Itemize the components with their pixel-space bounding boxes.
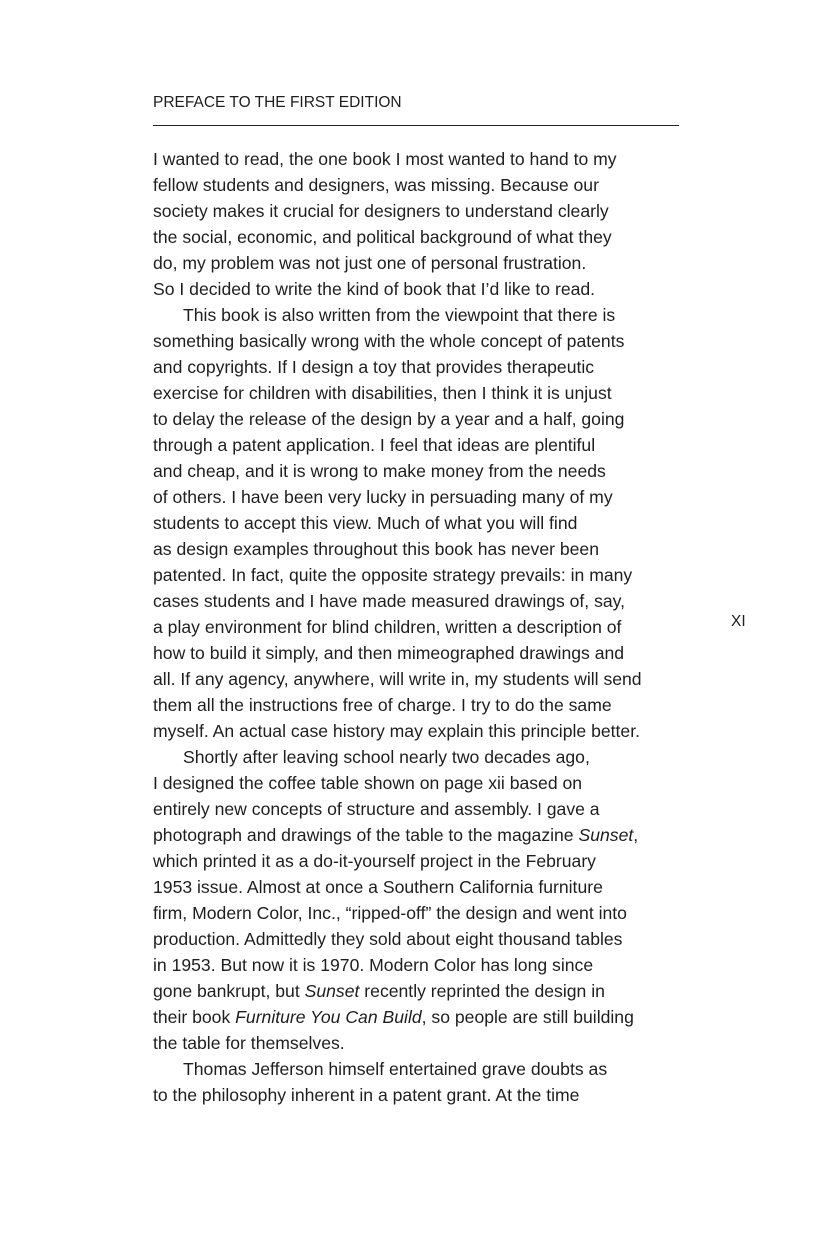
text-line — [153, 744, 693, 770]
text-line — [153, 978, 693, 1004]
text-line — [153, 926, 693, 952]
text-segment: in 1953. But now it is 1970. Modern Color has long since — [153, 955, 594, 975]
text-line — [153, 354, 693, 380]
text-line — [153, 432, 693, 458]
text-segment: society makes it crucial for designers to understand clearly — [153, 201, 609, 221]
text-line — [153, 276, 693, 302]
text-segment: through a patent application. I feel that ideas are plentiful — [153, 435, 596, 455]
text-segment: the social, economic, and political background of what they — [153, 227, 612, 247]
text-segment: do, my problem was not just one of personal frustration. — [153, 253, 587, 273]
text-segment: patented. In fact, quite the opposite strategy prevails: in many — [153, 565, 633, 585]
text-segment: as design examples throughout this book has never been — [153, 539, 600, 559]
text-segment: which printed it as a do-it-yourself project in the February — [153, 851, 596, 871]
text-segment: Shortly after leaving school nearly two decades ago, — [183, 747, 590, 767]
text-line — [153, 562, 693, 588]
text-segment: and copyrights. If I design a toy that provides therapeutic — [153, 357, 595, 377]
text-line — [153, 692, 693, 718]
text-line — [153, 640, 693, 666]
text-segment: cases students and I have made measured drawings of, say, — [153, 591, 626, 611]
text-segment: Thomas Jefferson himself entertained grave doubts as — [183, 1059, 608, 1079]
text-line — [153, 536, 693, 562]
text-line — [153, 666, 693, 692]
text-segment: recently reprinted the design in — [359, 981, 605, 1001]
text-segment: entirely new concepts of structure and assembly. I gave a — [153, 799, 600, 819]
text-segment: them all the instructions free of charge. I try to do the same — [153, 695, 612, 715]
text-segment: a play environment for blind children, written a description of — [153, 617, 622, 637]
text-segment: photograph and drawings of the table to the magazine — [153, 825, 579, 845]
text-segment: of others. I have been very lucky in persuading many of my — [153, 487, 613, 507]
text-segment: to delay the release of the design by a year and a half, going — [153, 409, 625, 429]
text-line — [153, 224, 693, 250]
text-segment: 1953 issue. Almost at once a Southern California furniture — [153, 877, 603, 897]
text-line — [153, 588, 693, 614]
text-segment: all. If any agency, anywhere, will write in, my students will send — [153, 669, 642, 689]
text-segment: something basically wrong with the whole concept of patents — [153, 331, 625, 351]
body-text — [153, 146, 693, 1108]
text-segment: the table for themselves. — [153, 1033, 345, 1053]
text-line — [153, 198, 693, 224]
text-segment: , so people are still building — [421, 1007, 634, 1027]
text-line — [153, 1004, 693, 1030]
text-segment: This book is also written from the viewpoint that there is — [183, 305, 616, 325]
text-line — [153, 614, 693, 640]
text-segment: I designed the coffee table shown on page xii based on — [153, 773, 583, 793]
text-segment: their book — [153, 1007, 236, 1027]
text-line — [153, 796, 693, 822]
text-line — [153, 822, 693, 848]
italic-title: Sunset — [304, 981, 360, 1001]
text-line — [153, 1082, 693, 1108]
header-rule — [153, 125, 679, 126]
text-line — [153, 1056, 693, 1082]
text-segment: fellow students and designers, was missing. Because our — [153, 175, 599, 195]
text-line — [153, 146, 693, 172]
text-line — [153, 900, 693, 926]
text-line — [153, 1030, 693, 1056]
page-number: XI — [731, 613, 746, 630]
text-segment: how to build it simply, and then mimeographed drawings and — [153, 643, 625, 663]
text-segment: So I decided to write the kind of book that I’d like to read. — [153, 279, 596, 299]
text-line — [153, 328, 693, 354]
italic-title: Sunset — [578, 825, 634, 845]
text-line — [153, 510, 693, 536]
text-line — [153, 952, 693, 978]
text-line — [153, 250, 693, 276]
running-head: PREFACE TO THE FIRST EDITION — [153, 94, 402, 111]
text-line — [153, 874, 693, 900]
text-line — [153, 302, 693, 328]
text-line — [153, 484, 693, 510]
text-line — [153, 172, 693, 198]
text-line — [153, 718, 693, 744]
text-line — [153, 458, 693, 484]
text-line — [153, 406, 693, 432]
text-segment: firm, Modern Color, Inc., “ripped-off” the design and went into — [153, 903, 627, 923]
text-segment: exercise for children with disabilities, then I think it is unjust — [153, 383, 612, 403]
text-line — [153, 848, 693, 874]
text-line — [153, 770, 693, 796]
text-line — [153, 380, 693, 406]
text-segment: and cheap, and it is wrong to make money from the needs — [153, 461, 606, 481]
text-segment: to the philosophy inherent in a patent grant. At the time — [153, 1085, 580, 1105]
text-segment: students to accept this view. Much of what you will find — [153, 513, 578, 533]
text-segment: gone bankrupt, but — [153, 981, 305, 1001]
text-segment: production. Admittedly they sold about eight thousand tables — [153, 929, 623, 949]
text-segment: myself. An actual case history may explain this principle better. — [153, 721, 640, 741]
text-segment: I wanted to read, the one book I most wanted to hand to my — [153, 149, 617, 169]
italic-title: Furniture You Can Build — [235, 1007, 422, 1027]
text-segment: , — [633, 825, 639, 845]
